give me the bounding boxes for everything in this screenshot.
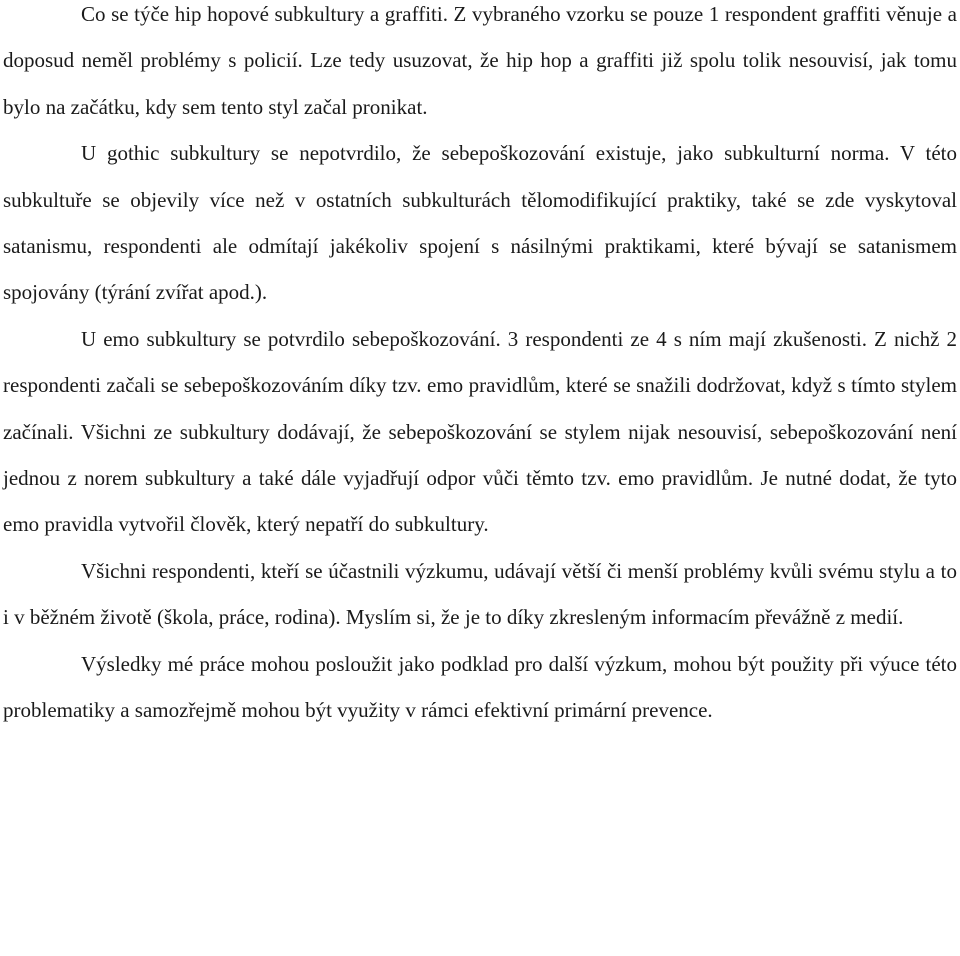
paragraph-hip-hop: Co se týče hip hopové subkultury a graffiti. Z vybraného vzorku se pouze 1 respondent graffiti věnuje a doposud neměl problémy s policií. Lze tedy usuzovat, že hip hop a graffiti již spolu tolik nesouvisí, jak tomu bylo na začátku, kdy sem tento styl začal pronikat. [3, 2, 957, 119]
paragraph-gothic: U gothic subkultury se nepotvrdilo, že sebepoškozování existuje, jako subkulturní norma. V této subkultuře se objevily více než v ostatních subkulturách tělomodifikující praktiky, také se zde vyskytoval satanismu, respondenti ale odmítají jakékoliv spojení s násilnými praktikami, které bývají se satanismem spojovány (týrání zvířat apod.). [3, 141, 957, 305]
paragraph-respondents-problems: Všichni respondenti, kteří se účastnili výzkumu, udávají větší či menší problémy kvůli svému stylu a to i v běžném životě (škola, práce, rodina). Myslím si, že je to díky zkresleným informacím převážně z medií. [3, 558, 957, 630]
paragraph-emo: U emo subkultury se potvrdilo sebepoškozování. 3 respondenti ze 4 s ním mají zkušenosti. Z nichž 2 respondenti začali se sebepoškozováním díky tzv. emo pravidlům, které se snažili dodržovat, když s tímto stylem začínali. Všichni ze subkultury dodávají, že sebepoškozování se stylem nijak nesouvisí, sebepoškozování není jednou z norem subkultury a také dále vyjadřují odpor vůči těmto tzv. emo pravidlům. Je nutné dodat, že tyto emo pravidla vytvořil člověk, který nepatří do subkultury. [3, 326, 957, 537]
paragraph-results: Výsledky mé práce mohou posloužit jako podklad pro další výzkum, mohou být použity při výuce této problematiky a samozřejmě mohou být využity v rámci efektivní primární prevence. [3, 651, 957, 723]
